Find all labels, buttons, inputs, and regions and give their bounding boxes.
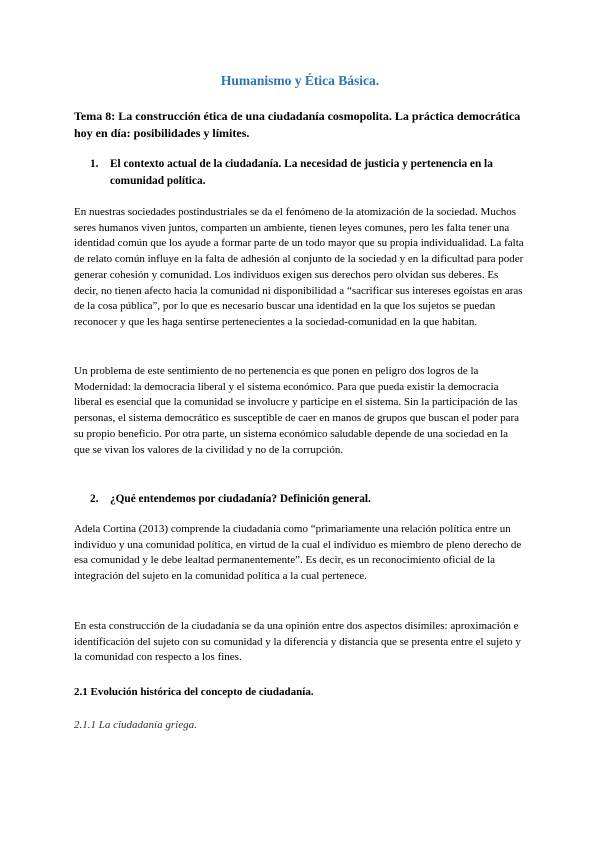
document-title: Humanismo y Ética Básica. [220,73,380,88]
subsection-2-1-1-heading: 2.1.1 La ciudadanía griega. [74,719,197,731]
section-2-heading [74,491,524,508]
section-2-number: 2. [90,493,99,505]
section-2-title: ¿Qué entendemos por ciudadanía? Definición general. [110,493,371,505]
section-1-title: El contexto actual de la ciudadanía. La necesidad de justicia y pertenencia en la comunidad política. [110,158,493,187]
section-1-heading [74,156,524,190]
paragraph-2: Un problema de este sentimiento de no pertenencia es que ponen en peligro dos logros de la Modernidad: la democracia liberal y el sistema económico. Para que pueda existir la democracia liberal es esencial que la comunidad se involucre y participe en el sistema. Sin la participación de las personas, el sistema democrático es susceptible de caer en manos de grupos que buscan el poder para su propio beneficio. Por otra parte, un sistema económico saludable depende de una sociedad en la que se vivan los valores de la civilidad y no de la corrupción. [74,365,520,456]
paragraph-1: En nuestras sociedades postindustriales se da el fenómeno de la atomización de la sociedad. Muchos seres humanos viven juntos, comparten un ambiente, tienen leyes comunes, pero les falta tener una identidad común que los ayude a formar parte de un todo mayor que su propia individualidad. La falta de relato común influye en la falta de adhesión al conjunto de la sociedad y en la dificultad para poder generar cohesión y comunidad. Los individuos exigen sus derechos pero olvidan sus deberes. Es decir, no tienen afecto hacia la comunidad ni disponibilidad a “sacrificar sus intereses egoístas en aras de la cosa pública”, por lo que es necesario buscar una identidad en la que los sujetos se puedan reconocer y que les haga sentirse pertenecientes a la sociedad-comunidad en la que habitan. [74,206,524,328]
subsection-2-1-heading: 2.1 Evolución histórica del concepto de ciudadanía. [74,686,314,698]
section-1-number: 1. [90,158,99,170]
paragraph-4: En esta construcción de la ciudadanía se da una opinión entre dos aspectos disímiles: aproximación e identificación del sujeto con su comunidad y la diferencia y distancia que se presenta entre el sujeto y la comunidad con respecto a los fines. [74,620,521,664]
paragraph-3: Adela Cortina (2013) comprende la ciudadanía como “primariamente una relación política entre un individuo y una comunidad política, en virtud de la cual el individuo es miembro de pleno derecho de esa comunidad y le debe lealtad permanentemente”. Es decir, es un reconocimiento oficial de la integración del sujeto en la comunidad política a la cual pertenece. [74,523,522,583]
topic-heading: Tema 8: La construcción ética de una ciudadanía cosmopolita. La práctica democrática hoy en día: posibilidades y límites. [74,109,521,140]
